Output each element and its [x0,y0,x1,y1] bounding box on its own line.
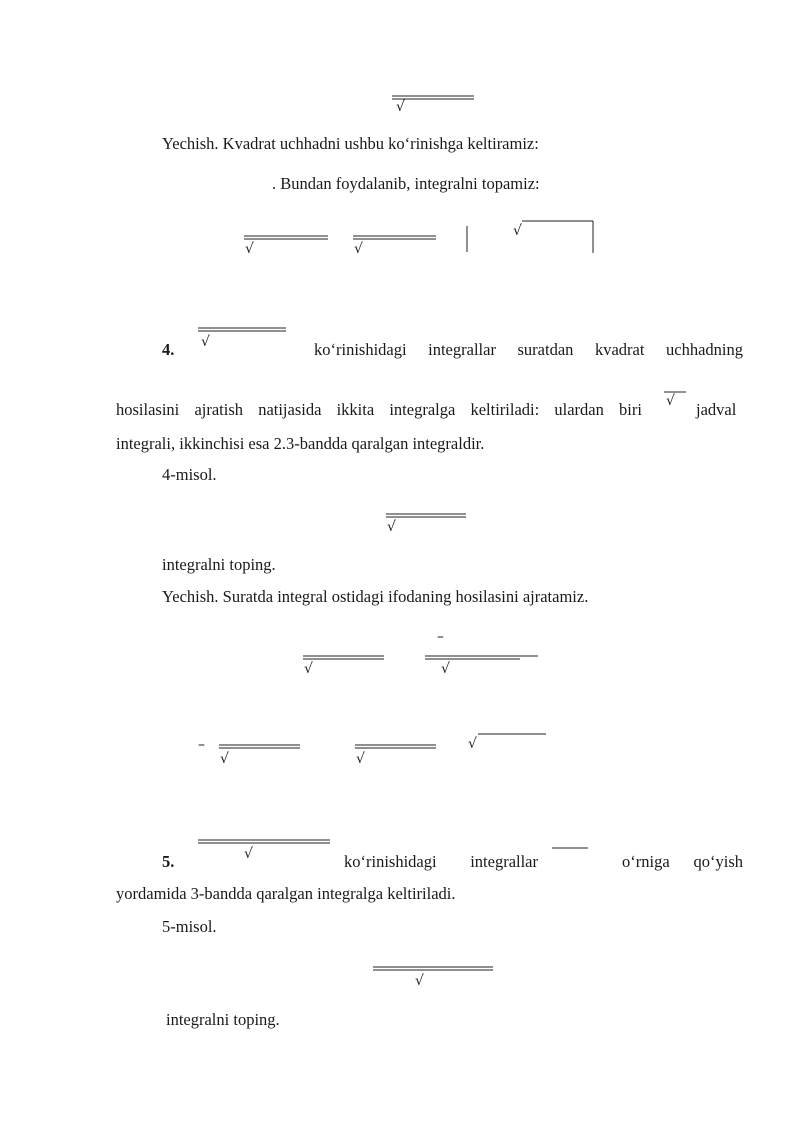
word: ikkita [336,400,375,419]
example-5-title: 5-misol. [162,917,217,936]
word: uchhadning [666,340,743,359]
word: ulardan [554,400,604,419]
minus-symbol: – [198,737,205,753]
word: o‘rniga [622,852,670,871]
sqrt-symbol: √ [513,223,522,239]
item4-line3: integrali, ikkinchisi esa 2.3-bandda qaralgan integraldir. [116,434,485,453]
item5-line1-a [344,854,538,871]
sqrt-symbol: √ [201,334,210,350]
sqrt-symbol: √ [220,751,229,767]
example-4-solution: Yechish. Suratda integral ostidagi ifodaning hosilasini ajratamiz. [162,587,589,606]
item4-line2-end: jadval [696,400,737,419]
word: ajratish [194,400,244,419]
word: hosilasini [116,400,180,419]
word: suratdan [517,340,574,359]
sqrt-symbol: √ [468,736,477,752]
sqrt-symbol: √ [441,661,450,677]
sqrt-symbol: √ [415,973,424,989]
sqrt-symbol: √ [356,751,365,767]
item-number-4: 4. [162,340,175,359]
word: kvadrat [594,340,645,359]
example-5-task: integralni toping. [166,1010,280,1029]
word: biri [619,400,642,419]
word: ko‘rinishidagi [314,340,407,359]
sqrt-symbol: √ [244,846,253,862]
sqrt-symbol: √ [304,661,313,677]
sqrt-symbol: √ [354,241,363,257]
word: qo‘yish [693,852,743,871]
word: integrallar [470,852,538,871]
item5-line2: yordamida 3-bandda qaralgan integralga keltiriladi. [116,884,456,903]
word: integrallar [428,340,496,359]
bundan-paragraph: . Bundan foydalanib, integralni topamiz: [272,174,540,193]
minus-symbol: – [437,629,444,645]
word: natijasida [258,400,322,419]
sqrt-symbol: √ [387,519,396,535]
sqrt-symbol: √ [396,99,405,115]
example-4-title: 4-misol. [162,465,217,484]
sqrt-symbol: √ [666,393,675,409]
word: integralga [389,400,456,419]
word: ko‘rinishidagi [344,852,437,871]
item4-line1 [314,342,743,359]
item-number-5: 5. [162,852,175,871]
sqrt-symbol: √ [245,241,254,257]
item5-line1-b [622,854,743,871]
example-4-task: integralni toping. [162,555,276,574]
yechish-paragraph: Yechish. Kvadrat uchhadni ushbu ko‘rinishga keltiramiz: [162,134,539,153]
item4-line2 [116,402,642,419]
word: keltiriladi: [470,400,540,419]
